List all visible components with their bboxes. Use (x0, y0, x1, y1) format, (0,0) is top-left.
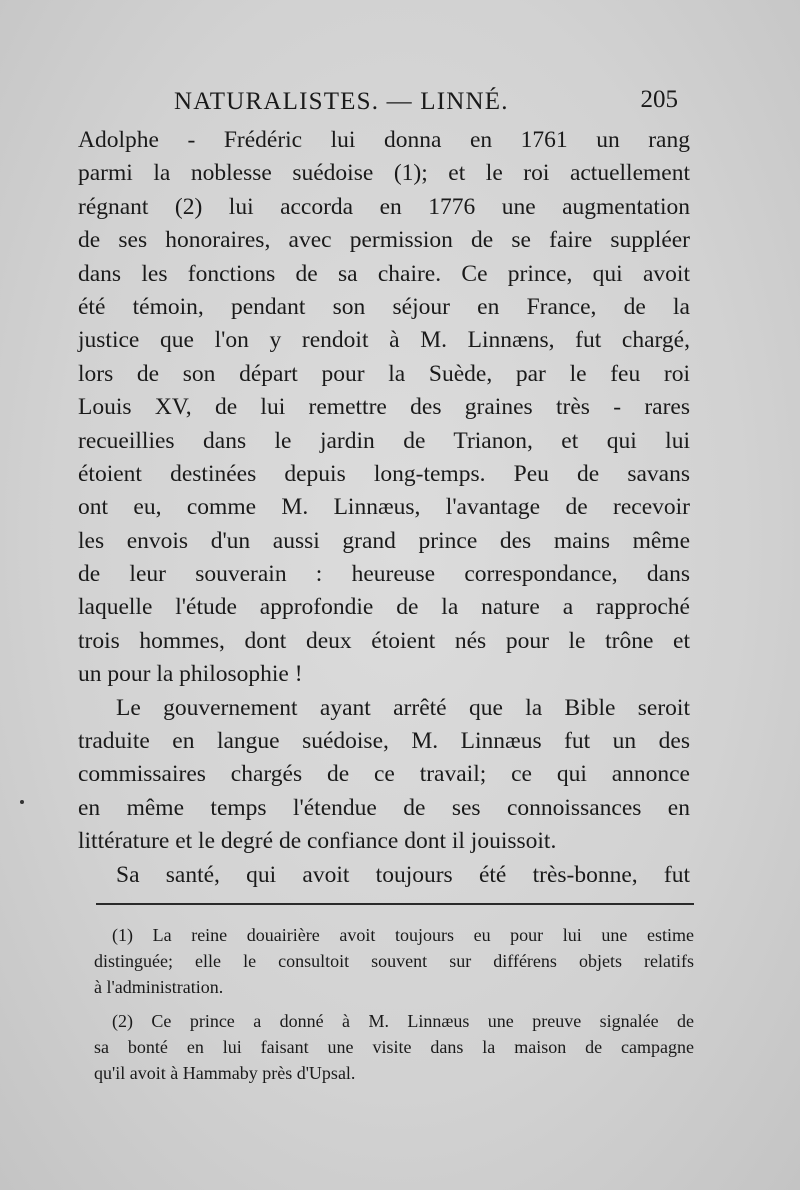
text-line: été témoin, pendant son séjour en France, de la (78, 293, 690, 320)
text-line: Louis XV, de lui remettre des graines très - rares (78, 394, 690, 421)
text-line: Adolphe - Frédéric lui donna en 1761 un rang (78, 127, 690, 153)
paragraph-start: Le gouvernement ayant arrêté que la Bible seroit (116, 694, 690, 721)
body-text (78, 124, 690, 892)
footnote-rule (96, 903, 694, 905)
running-title: NATURALISTES. — LINNÉ. (174, 88, 509, 115)
text-line: justice que l'on y rendoit à M. Linnæns, fut chargé, (78, 327, 690, 354)
text-line: de ses honoraires, avec permission de se faire suppléer (78, 227, 690, 254)
text-line: en même temps l'étendue de ses connoissances en (78, 794, 690, 821)
text-line: traduite en langue suédoise, M. Linnæus fut un des (78, 728, 690, 755)
text-line: laquelle l'étude approfondie de la nature a rapproché (78, 594, 690, 621)
text-line: dans les fonctions de sa chaire. Ce prince, qui avoit (78, 260, 690, 287)
ink-speck (20, 800, 24, 804)
text-line: ont eu, comme M. Linnæus, l'avantage de recevoir (78, 494, 690, 521)
text-line: recueillies dans le jardin de Trianon, et qui lui (78, 427, 690, 454)
page-number: 205 (640, 86, 678, 113)
footnote-line: sa bonté en lui faisant une visite dans la maison de campagne (94, 1037, 694, 1057)
text-line: parmi la noblesse suédoise (1); et le roi actuellement (78, 160, 690, 187)
text-line: lors de son départ pour la Suède, par le feu roi (78, 360, 690, 387)
text-line: étoient destinées depuis long-temps. Peu de savans (78, 460, 690, 487)
text-line: un pour la philosophie ! (78, 661, 303, 688)
footnote-line: distinguée; elle le consultoit souvent sur différens objets relatifs (94, 951, 694, 971)
text-line: les envois d'un aussi grand prince des mains même (78, 527, 690, 554)
footnotes (94, 922, 694, 1086)
footnote-line: (2) Ce prince a donné à M. Linnæus une preuve signalée de (112, 1011, 694, 1031)
paragraph-start: Sa santé, qui avoit toujours été très-bonne, fut (116, 861, 690, 888)
text-line: littérature et le degré de confiance dont il jouissoit. (78, 828, 557, 855)
text-line: de leur souverain : heureuse correspondance, dans (78, 561, 690, 588)
text-line: trois hommes, dont deux étoient nés pour le trône et (78, 627, 690, 654)
footnote-line: qu'il avoit à Hammaby près d'Upsal. (94, 1063, 356, 1083)
text-line: commissaires chargés de ce travail; ce qui annonce (78, 761, 690, 788)
footnote-line: à l'administration. (94, 977, 224, 997)
text-line: régnant (2) lui accorda en 1776 une augmentation (78, 193, 690, 220)
footnote-line: (1) La reine douairière avoit toujours eu pour lui une estime (112, 925, 694, 945)
page-header (78, 82, 678, 122)
